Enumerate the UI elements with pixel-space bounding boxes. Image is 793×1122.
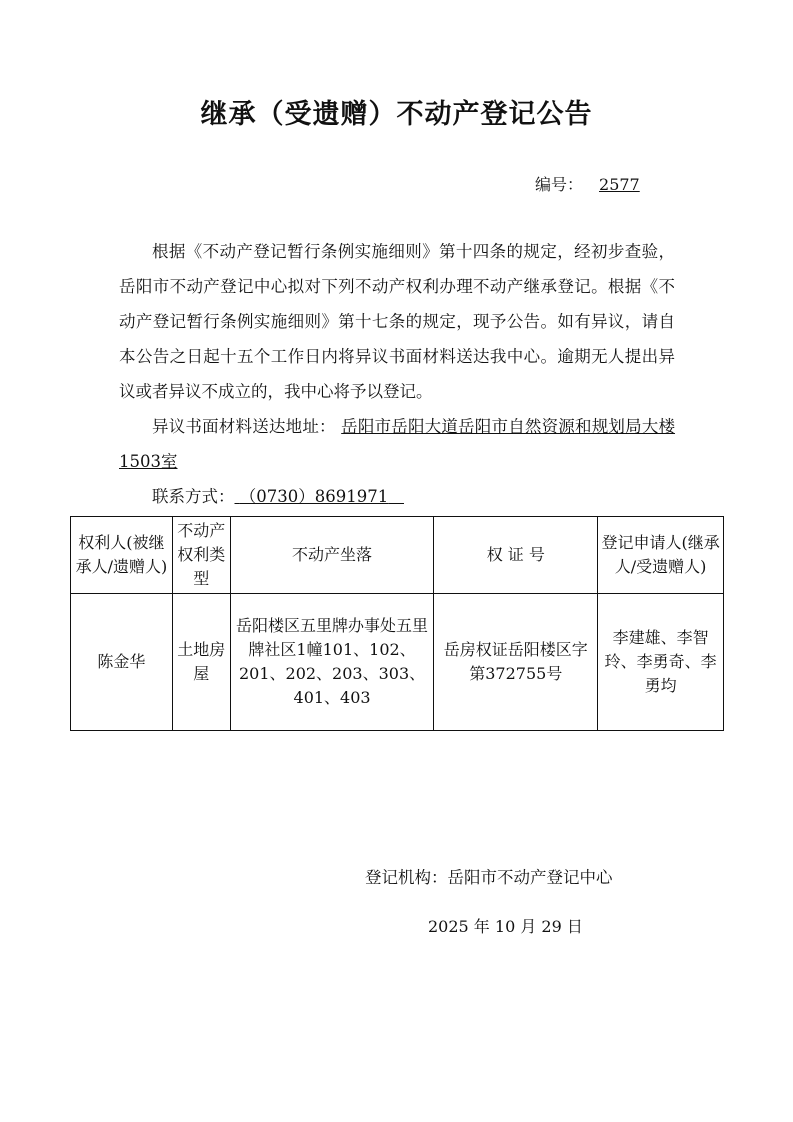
cell-location: 岳阳楼区五里牌办事处五里牌社区1幢101、102、201、202、203、303、401、403 (230, 594, 434, 731)
objection-address (119, 409, 675, 479)
cell-applicant: 李建雄、李智玲、李勇奇、李勇均 (598, 594, 724, 731)
cell-right-type: 土地房屋 (172, 594, 230, 731)
header-location: 不动产坐落 (230, 517, 434, 594)
table-row (71, 594, 724, 731)
cell-holder: 陈金华 (71, 594, 173, 731)
main-paragraph: 根据《不动产登记暂行条例实施细则》第十四条的规定，经初步查验，岳阳市不动产登记中心拟对下列不动产权利办理不动产继承登记。根据《不动产登记暂行条例实施细则》第十七条的规定，现予公告。如有异议，请自本公告之日起十五个工作日内将异议书面材料送达我中心。逾期无人提出异议或者异议不成立的，我中心将予以登记。 (119, 242, 675, 401)
table-header-row (71, 517, 724, 594)
registration-authority: 登记机构：岳阳市不动产登记中心 (365, 868, 613, 887)
contact-info (119, 479, 675, 514)
number-value: 2577 (599, 175, 640, 194)
notice-body (119, 234, 675, 514)
header-right-type: 不动产权利类型 (172, 517, 230, 594)
header-holder: 权利人(被继承人/遗赠人) (71, 517, 173, 594)
notice-number (535, 172, 640, 195)
notice-title: 继承（受遗赠）不动产登记公告 (200, 99, 593, 130)
registration-table (70, 516, 724, 731)
address-value: 岳阳市岳阳大道岳阳市自然资源和规划局大楼1503室 (119, 417, 676, 471)
header-applicant: 登记申请人(继承人/受遗赠人) (598, 517, 724, 594)
contact-value: （0730）8691971 (239, 487, 389, 506)
notice-date: 2025 年 10 月 29 日 (428, 917, 583, 936)
cell-cert-no: 岳房权证岳阳楼区字第372755号 (434, 594, 598, 731)
number-label: 编号： (535, 175, 584, 194)
header-cert-no: 权 证 号 (434, 517, 598, 594)
contact-label: 联系方式： (152, 487, 235, 506)
address-label: 异议书面材料送达地址： (152, 417, 336, 436)
